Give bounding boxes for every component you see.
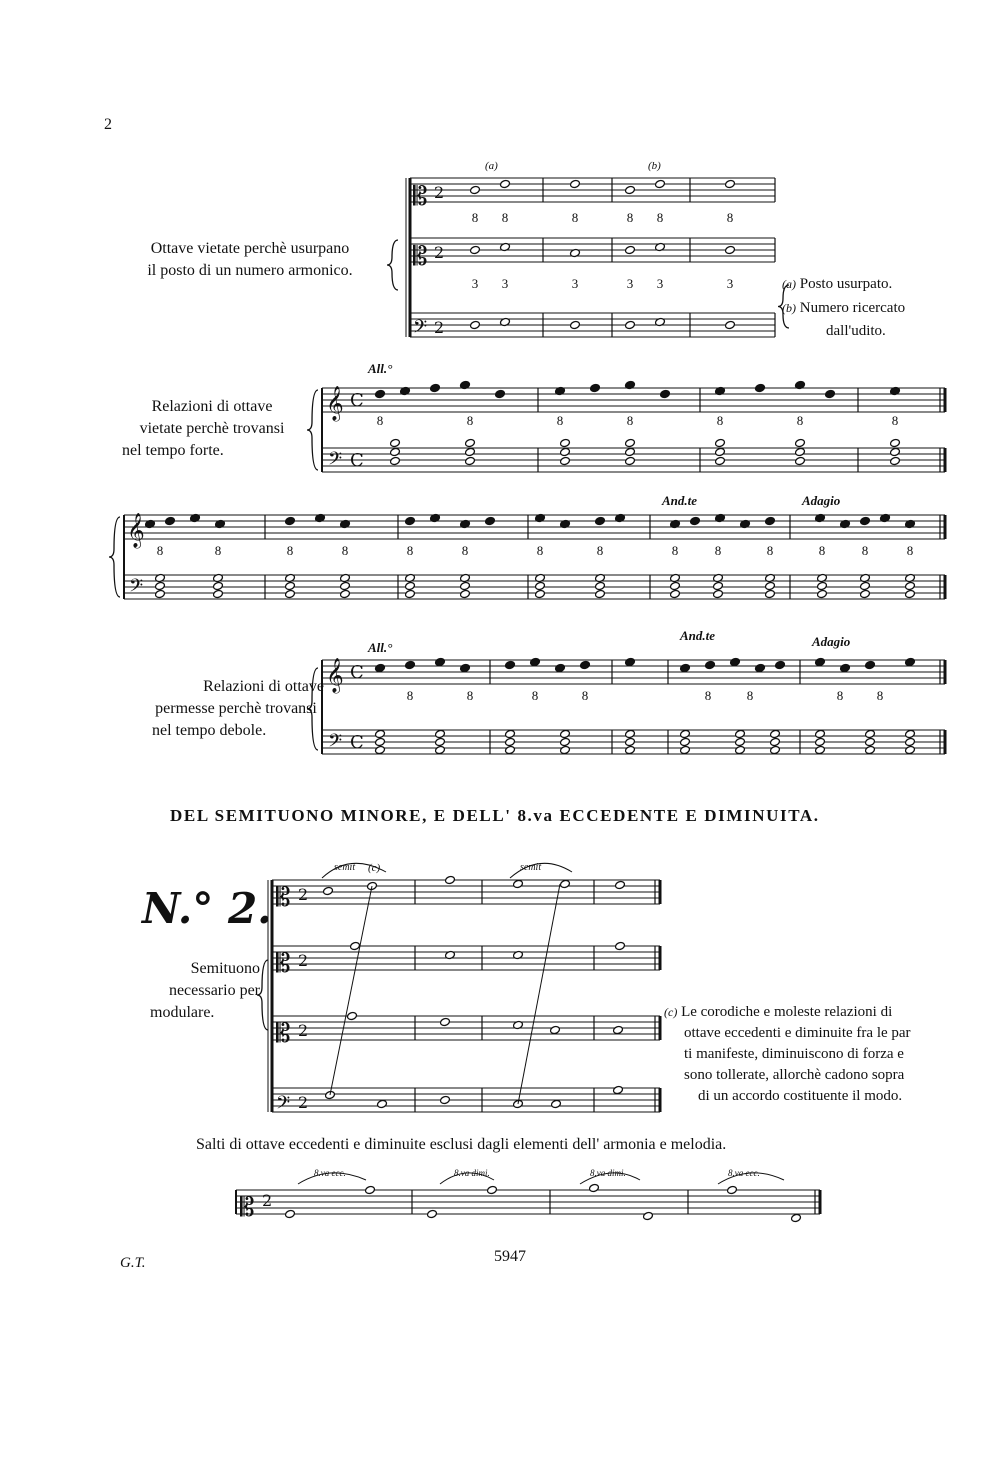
- notehead: [865, 745, 876, 754]
- notehead: [865, 737, 876, 746]
- figure-8: 8: [531, 688, 539, 703]
- notehead: [465, 447, 476, 456]
- example2-footnote-line1: [664, 1002, 964, 1023]
- notehead: [625, 456, 636, 465]
- notehead: [825, 389, 836, 398]
- notehead: [535, 581, 546, 590]
- notehead: [725, 245, 736, 254]
- notehead: [817, 589, 828, 598]
- alto-clef: 𝄡: [240, 1193, 255, 1223]
- notehead: [390, 456, 401, 465]
- footnote-a: [782, 274, 892, 295]
- notehead: [405, 589, 416, 598]
- notehead: [865, 660, 876, 669]
- salti-slur-label-3: 8.va dimi.: [590, 1168, 626, 1178]
- figure-3: 3: [471, 276, 479, 291]
- figure-8: 8: [671, 543, 679, 558]
- example2-label-line2: necessario per: [168, 982, 260, 999]
- notehead: [560, 879, 571, 888]
- notehead: [445, 875, 456, 884]
- notehead: [551, 1099, 562, 1108]
- notehead: [375, 389, 386, 398]
- notehead: [460, 663, 471, 672]
- section2-label-line1: Relazioni di ottave: [151, 398, 273, 415]
- notehead: [735, 729, 746, 738]
- figure-8: 8: [656, 210, 664, 225]
- notehead: [570, 320, 581, 329]
- notehead: [375, 663, 386, 672]
- section2-label-line2: vietate perchè trovansi: [139, 420, 285, 437]
- figure-8: 8: [376, 413, 384, 428]
- notehead: [589, 1183, 600, 1192]
- notehead: [340, 581, 351, 590]
- notehead: [890, 456, 901, 465]
- salti-slur-label-4: 8.va ecc.: [728, 1168, 760, 1178]
- notehead: [550, 1025, 561, 1034]
- common-time: C: [350, 732, 364, 753]
- plate-number: 5947: [494, 1248, 526, 1265]
- notehead: [670, 581, 681, 590]
- figure-8: 8: [796, 413, 804, 428]
- section1-label: [100, 238, 400, 282]
- time-signature: 2: [262, 1191, 273, 1210]
- figure-8: 8: [861, 543, 869, 558]
- notehead: [860, 581, 871, 590]
- figure-3: 3: [501, 276, 509, 291]
- footnote-b-line2: dall'udito.: [826, 323, 886, 339]
- figure-3: 3: [726, 276, 734, 291]
- notehead: [860, 589, 871, 598]
- figure-8: 8: [836, 688, 844, 703]
- figure-8: 8: [704, 688, 712, 703]
- notehead: [815, 729, 826, 738]
- notehead: [890, 438, 901, 447]
- section4-label: [148, 676, 324, 742]
- notehead: [595, 516, 606, 525]
- treble-clef: 𝄞: [326, 658, 344, 693]
- example2-footnote-line5: di un accordo costituente il modo.: [698, 1088, 903, 1104]
- section1-label-line1: Ottave vietate perchè usurpano: [150, 240, 350, 257]
- notehead: [860, 516, 871, 525]
- notehead: [770, 729, 781, 738]
- salti-slur-label-1: 8.va ecc.: [314, 1168, 346, 1178]
- notehead: [435, 745, 446, 754]
- notehead: [560, 447, 571, 456]
- notehead: [465, 456, 476, 465]
- notehead: [285, 589, 296, 598]
- figure-8: 8: [286, 543, 294, 558]
- figure-8: 8: [341, 543, 349, 558]
- notehead: [725, 179, 736, 188]
- notehead: [815, 657, 826, 666]
- semit-label-1: semit: [334, 862, 356, 873]
- footnote-b-mark: (b): [782, 301, 796, 315]
- footnote-b: [782, 298, 905, 319]
- notehead: [465, 438, 476, 447]
- notehead: [660, 389, 671, 398]
- salti-caption: Salti di ottave eccedenti e diminuite esclusi dagli elementi dell' armonia e melodia.: [196, 1136, 727, 1153]
- notehead: [905, 745, 916, 754]
- figure-8: 8: [906, 543, 914, 558]
- notehead: [560, 745, 571, 754]
- notehead: [155, 589, 166, 598]
- notehead: [390, 438, 401, 447]
- notehead: [765, 516, 776, 525]
- notehead: [435, 737, 446, 746]
- notehead: [770, 737, 781, 746]
- notehead: [625, 729, 636, 738]
- figure-8: 8: [406, 543, 414, 558]
- notehead: [905, 729, 916, 738]
- notehead: [405, 581, 416, 590]
- notehead: [440, 1017, 451, 1026]
- figure-8: 8: [556, 413, 564, 428]
- notehead: [505, 745, 516, 754]
- notehead: [595, 581, 606, 590]
- notehead: [765, 589, 776, 598]
- notehead: [340, 589, 351, 598]
- notehead: [791, 1213, 802, 1222]
- notehead: [755, 383, 766, 392]
- footnote-b-text-line1: Numero ricercato: [799, 300, 906, 316]
- example2-label-line3: modulare.: [150, 1004, 215, 1021]
- notehead: [570, 179, 581, 188]
- figure-8: 8: [891, 413, 899, 428]
- figure-8: 8: [156, 543, 164, 558]
- notehead: [690, 516, 701, 525]
- notehead: [643, 1211, 654, 1220]
- figure-8: 8: [746, 688, 754, 703]
- section2-label: [112, 396, 312, 462]
- notehead: [625, 447, 636, 456]
- time-signature: 2: [298, 1021, 309, 1040]
- section2-tempo: All.°: [368, 361, 393, 376]
- figure-3: 3: [626, 276, 634, 291]
- notehead: [155, 581, 166, 590]
- example2-footnote-mark: (c): [664, 1005, 678, 1019]
- notehead: [755, 663, 766, 672]
- section1-label-line2: il posto di un numero armonico.: [147, 262, 353, 279]
- notehead: [817, 581, 828, 590]
- notehead: [213, 589, 224, 598]
- example2-footnote-line2: ottave eccedenti e diminuite fra le par: [684, 1025, 911, 1041]
- footer-initials: G.T.: [120, 1255, 146, 1271]
- treble-clef: 𝄞: [326, 386, 344, 421]
- common-time: C: [350, 450, 364, 471]
- notehead: [435, 729, 446, 738]
- notehead: [390, 447, 401, 456]
- notehead: [560, 456, 571, 465]
- notehead: [680, 663, 691, 672]
- figure-8: 8: [596, 543, 604, 558]
- section4-tempo-andante: And.te: [680, 628, 716, 643]
- figure-8: 8: [714, 543, 722, 558]
- notehead: [775, 660, 786, 669]
- common-time: C: [350, 662, 364, 683]
- mark-c: (c): [368, 862, 381, 874]
- figure-8: 8: [726, 210, 734, 225]
- figure-8: 8: [461, 543, 469, 558]
- figure-8: 8: [406, 688, 414, 703]
- alto-clef: 𝄡: [276, 883, 291, 913]
- notehead: [815, 737, 826, 746]
- figure-8: 8: [214, 543, 222, 558]
- figure-3: 3: [656, 276, 664, 291]
- cross-relation-line: [330, 886, 372, 1095]
- figure-8: 8: [536, 543, 544, 558]
- brace: [109, 517, 120, 597]
- notehead: [713, 581, 724, 590]
- notehead: [905, 589, 916, 598]
- cross-relation-line: [518, 884, 560, 1104]
- time-signature: 2: [434, 318, 445, 337]
- notehead: [615, 941, 626, 950]
- notehead: [323, 886, 334, 895]
- notehead: [613, 1025, 624, 1034]
- time-signature: 2: [298, 1093, 309, 1112]
- notehead: [285, 1209, 296, 1218]
- notehead: [727, 1185, 738, 1194]
- notehead: [795, 456, 806, 465]
- notehead: [625, 245, 636, 254]
- notehead: [470, 185, 481, 194]
- notehead: [625, 657, 636, 666]
- notehead: [770, 745, 781, 754]
- notehead: [430, 383, 441, 392]
- page-number: 2: [104, 116, 112, 133]
- notehead: [505, 729, 516, 738]
- salti-slur-label-2: 8.va dimi.: [454, 1168, 490, 1178]
- notehead: [560, 438, 571, 447]
- figure-8: 8: [571, 210, 579, 225]
- time-signature: 2: [298, 885, 309, 904]
- tenor-clef: 𝄡: [413, 242, 428, 272]
- notehead: [615, 880, 626, 889]
- notehead: [625, 737, 636, 746]
- bass-clef: 𝄢: [276, 1093, 291, 1118]
- notehead: [705, 660, 716, 669]
- notehead: [485, 516, 496, 525]
- notehead: [285, 516, 296, 525]
- notehead: [725, 320, 736, 329]
- time-signature: 2: [298, 951, 309, 970]
- notehead: [680, 745, 691, 754]
- notehead: [715, 456, 726, 465]
- section4-label-line1: Relazioni di ottave: [203, 678, 324, 695]
- notehead: [905, 657, 916, 666]
- notehead: [625, 438, 636, 447]
- bass-clef: 𝄢: [328, 449, 343, 474]
- mark-a: (a): [485, 160, 498, 172]
- figure-8: 8: [581, 688, 589, 703]
- notehead: [530, 657, 541, 666]
- notehead: [460, 581, 471, 590]
- figure-8: 8: [626, 413, 634, 428]
- mark-b: (b): [648, 160, 661, 172]
- notehead: [165, 516, 176, 525]
- figure-8: 8: [818, 543, 826, 558]
- example2-label: [150, 958, 260, 1024]
- footnote-a-mark: (a): [782, 277, 796, 291]
- notehead: [795, 447, 806, 456]
- notehead: [613, 1085, 624, 1094]
- notehead: [375, 737, 386, 746]
- figure-8: 8: [501, 210, 509, 225]
- section4-tempo-allegro: All.°: [368, 640, 393, 655]
- section2-label-line3: nel tempo forte.: [122, 442, 224, 459]
- notehead: [865, 729, 876, 738]
- notehead: [377, 1099, 388, 1108]
- notehead: [365, 1185, 376, 1194]
- notehead: [625, 185, 636, 194]
- example2-footnote-line4: sono tollerate, allorchè cadono sopra: [684, 1067, 905, 1083]
- section-heading: DEL SEMITUONO MINORE, E DELL' 8.va ECCEDENTE E DIMINUITA.: [170, 806, 820, 825]
- notehead: [440, 1095, 451, 1104]
- notehead: [715, 438, 726, 447]
- figure-8: 8: [466, 688, 474, 703]
- figure-8: 8: [716, 413, 724, 428]
- notehead: [213, 581, 224, 590]
- notehead: [487, 1185, 498, 1194]
- notehead: [427, 1209, 438, 1218]
- figure-8: 8: [471, 210, 479, 225]
- bass-clef: 𝄢: [129, 576, 144, 601]
- section3-tempo-andante: And.te: [662, 493, 698, 508]
- notehead: [580, 660, 591, 669]
- notehead: [435, 657, 446, 666]
- notehead: [513, 879, 524, 888]
- notehead: [405, 660, 416, 669]
- notehead: [715, 447, 726, 456]
- semit-label-2: semit: [520, 862, 542, 873]
- notehead: [555, 663, 566, 672]
- time-signature: 2: [434, 243, 445, 262]
- notehead: [505, 660, 516, 669]
- notehead: [730, 657, 741, 666]
- treble-clef: 𝄞: [127, 513, 145, 548]
- notehead: [625, 745, 636, 754]
- notehead: [375, 745, 386, 754]
- tenor-clef: 𝄡: [276, 949, 291, 979]
- figure-3: 3: [571, 276, 579, 291]
- notehead: [765, 581, 776, 590]
- time-signature: 2: [434, 183, 445, 202]
- example2-footnote-text1: Le corodiche e moleste relazioni di: [681, 1004, 893, 1020]
- example-number: N.° 2.: [142, 884, 272, 933]
- section4-label-line2: permesse perchè trovansi: [155, 700, 317, 717]
- alto-clef: 𝄡: [413, 182, 428, 212]
- figure-8: 8: [626, 210, 634, 225]
- section3-tempo-adagio: Adagio: [802, 493, 841, 508]
- example2-label-line1: Semituono: [190, 960, 260, 977]
- notehead: [560, 729, 571, 738]
- bass-clef: 𝄢: [328, 731, 343, 756]
- notehead: [890, 447, 901, 456]
- notehead: [470, 245, 481, 254]
- notehead: [495, 389, 506, 398]
- bass-clef: 𝄢: [413, 317, 428, 342]
- notehead: [815, 745, 826, 754]
- notehead: [655, 179, 666, 188]
- figure-8: 8: [466, 413, 474, 428]
- notehead: [735, 737, 746, 746]
- notehead: [680, 729, 691, 738]
- figure-8: 8: [766, 543, 774, 558]
- notehead: [625, 320, 636, 329]
- notehead: [713, 589, 724, 598]
- notehead: [460, 589, 471, 598]
- section4-label-line3: nel tempo debole.: [152, 722, 267, 739]
- notehead: [840, 663, 851, 672]
- common-time: C: [350, 390, 364, 411]
- section4-tempo-adagio: Adagio: [812, 634, 851, 649]
- notehead: [285, 581, 296, 590]
- figure-8: 8: [876, 688, 884, 703]
- notehead: [505, 737, 516, 746]
- notehead: [795, 438, 806, 447]
- notehead: [905, 581, 916, 590]
- notehead: [590, 383, 601, 392]
- notehead: [500, 179, 511, 188]
- notehead: [735, 745, 746, 754]
- footnote-a-text: Posto usurpato.: [799, 276, 893, 292]
- example2-footnote: [664, 1002, 964, 1107]
- notehead: [560, 737, 571, 746]
- notehead: [535, 589, 546, 598]
- example2-footnote-line3: ti manifeste, diminuiscono di forza e: [684, 1046, 904, 1062]
- notehead: [405, 516, 416, 525]
- notehead: [375, 729, 386, 738]
- notehead: [670, 589, 681, 598]
- notehead: [470, 320, 481, 329]
- notehead: [905, 737, 916, 746]
- notehead: [595, 589, 606, 598]
- notehead: [680, 737, 691, 746]
- tenor-clef: 𝄡: [276, 1019, 291, 1049]
- notehead: [347, 1011, 358, 1020]
